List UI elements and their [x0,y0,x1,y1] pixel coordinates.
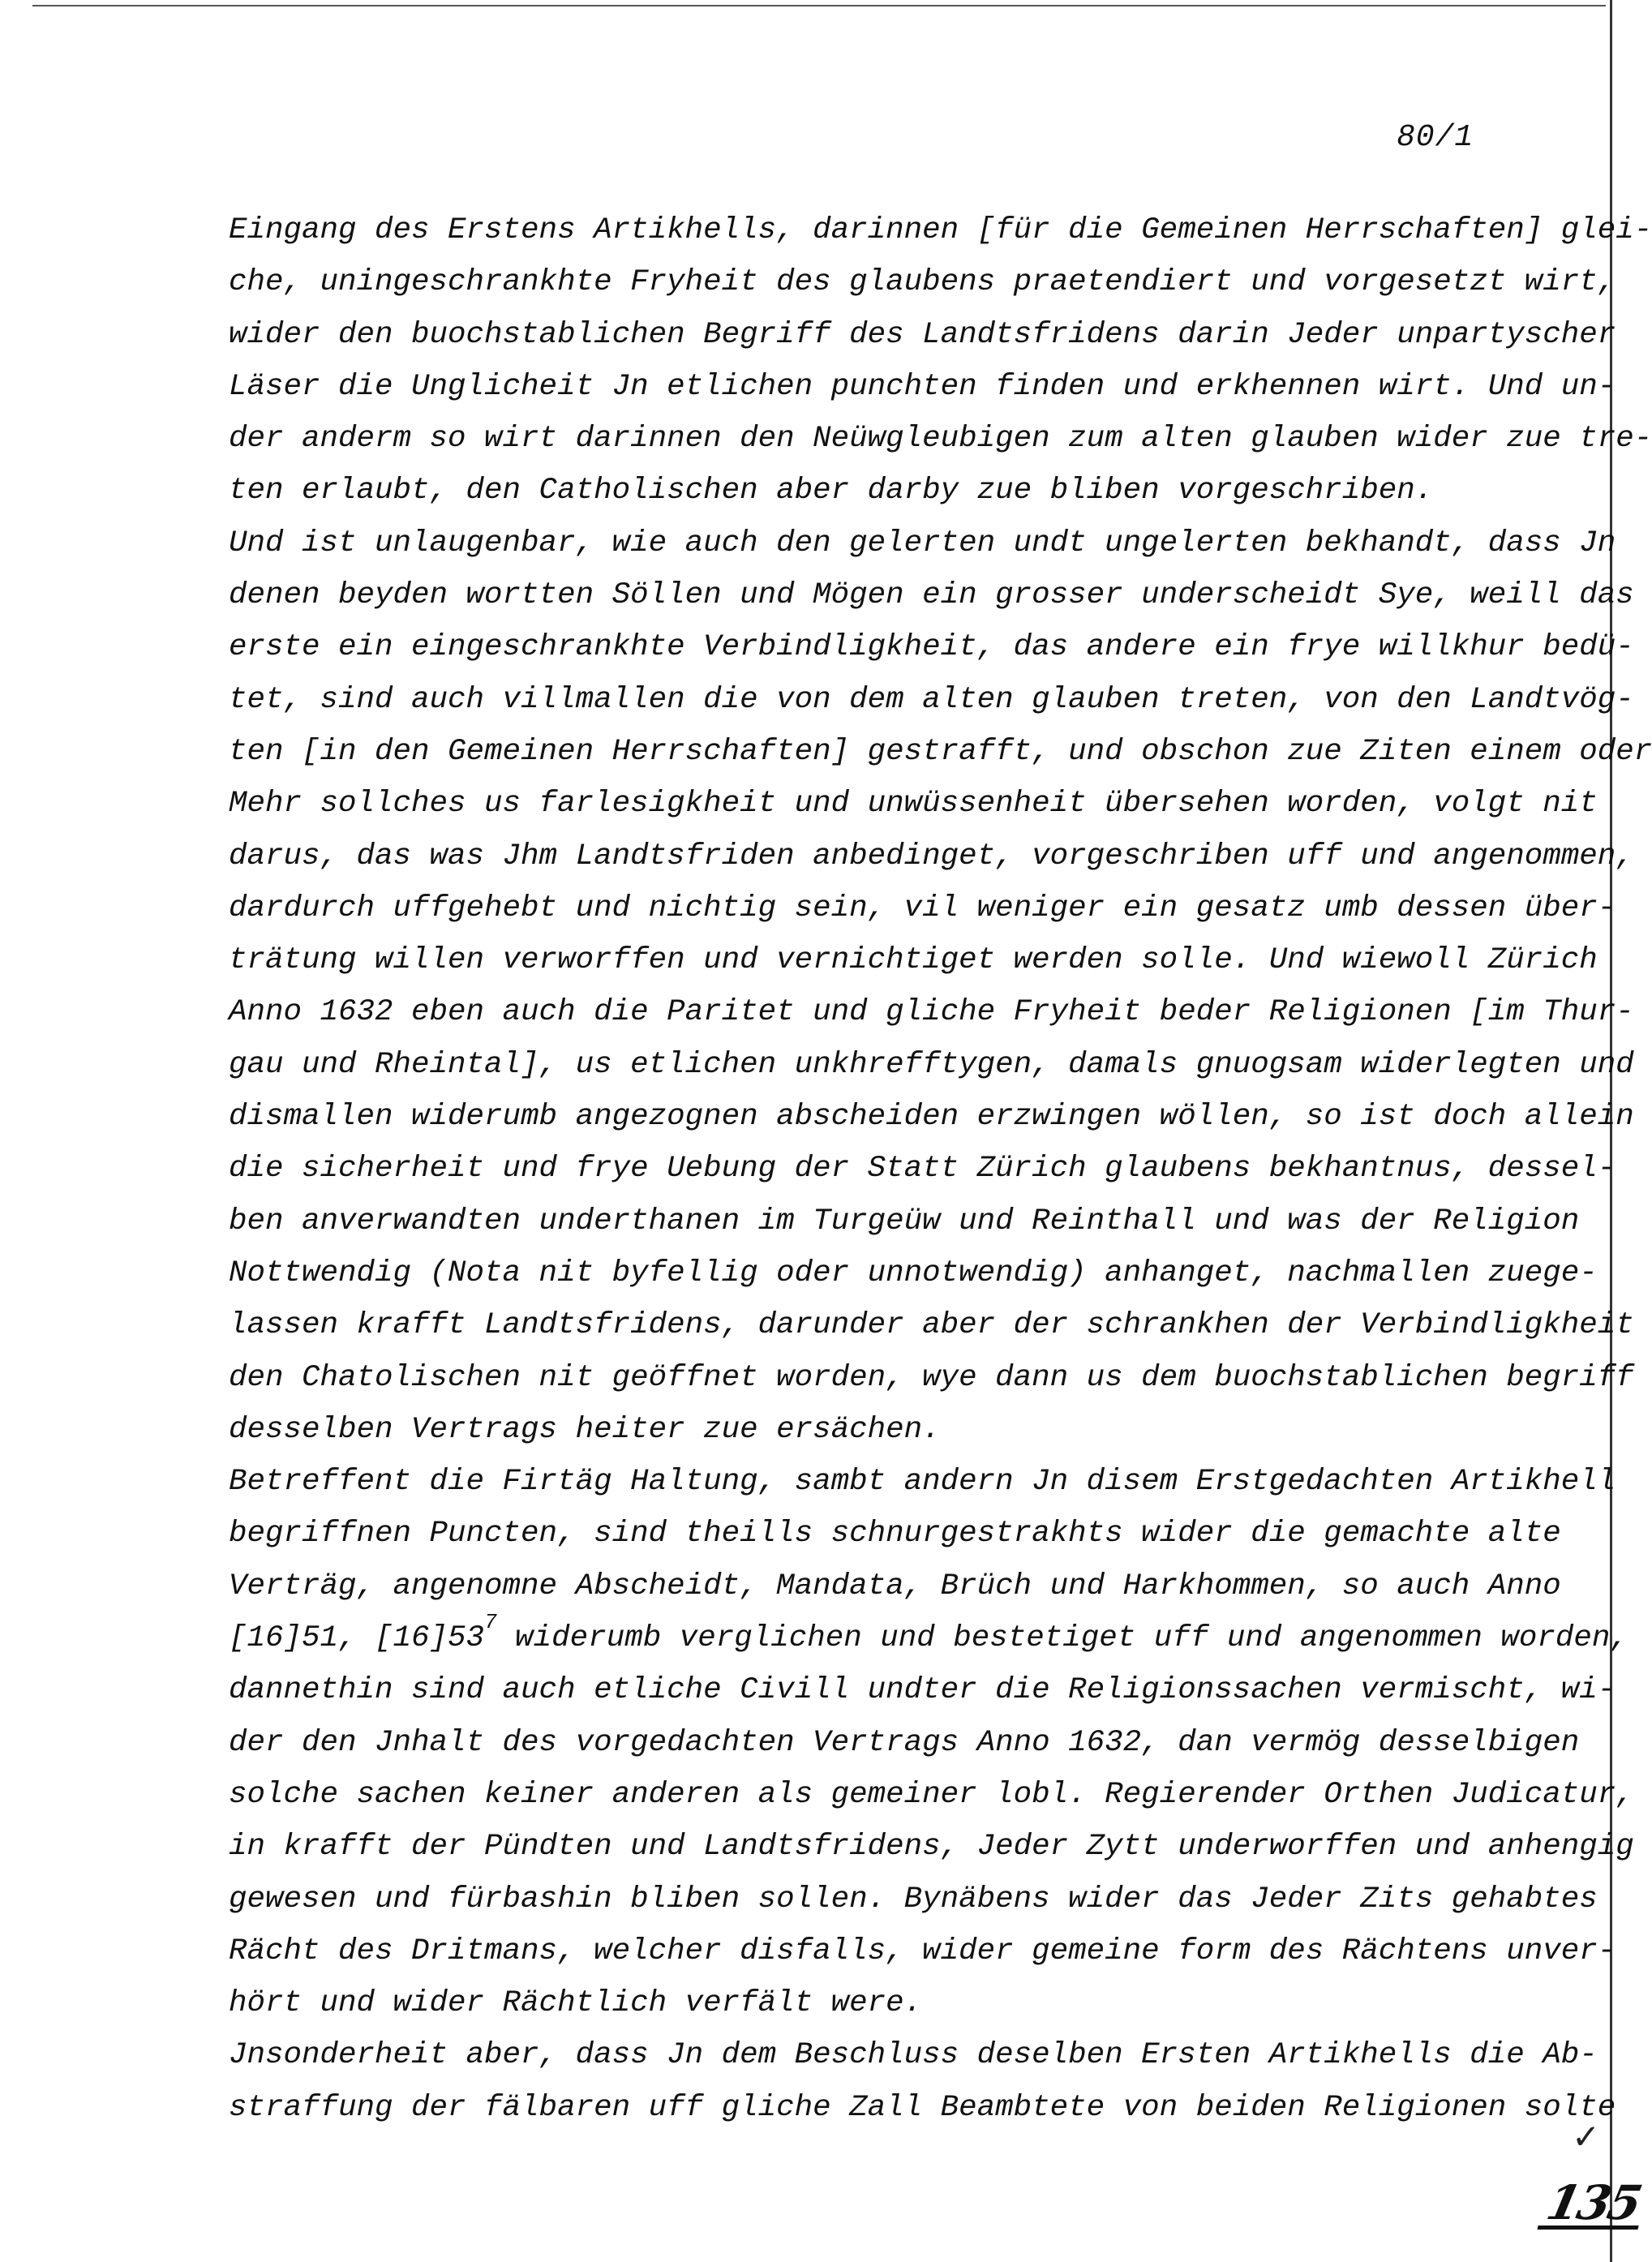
text-line: gewesen und fürbashin bliben sollen. Bynäbens wider das Jeder Zits gehabtes [229,1882,1598,1916]
text-line: tet, sind auch villmallen die von dem alten glauben treten, von den Landtvög- [229,682,1634,717]
text-line: gau und Rheintal], us etlichen unkhrefftygen, damals gnuogsam widerlegten und [229,1047,1634,1082]
text-line: Läser die Unglicheit Jn etlichen punchten finden und erkhennen wirt. Und un- [229,369,1616,404]
text-line: hört und wider Rächtlich verfält were. [229,1986,923,2021]
text-line: Eingang des Erstens Artikhells, darinnen [für die Gemeinen Herrschaften] glei- [229,213,1652,247]
text-line: trätung willen verworffen und vernichtiget werden solle. Und wiewoll Zürich [229,943,1598,978]
footnote-marker: 7 [484,1610,497,1635]
text-line: solche sachen keiner anderen als gemeiner lobl. Regierender Orthen Judicatur, [229,1777,1634,1812]
top-edge-rule [32,5,1606,6]
text-line: ten [in den Gemeinen Herrschaften] gestrafft, und obschon zue Ziten einem oder [229,734,1652,769]
text-line: dardurch uffgehebt und nichtig sein, vil weniger ein gesatz umb dessen über- [229,891,1616,925]
text-line: Rächt des Dritmans, welcher disfalls, wider gemeine form des Rächtens unver- [229,1934,1616,1968]
text-line: den Chatolischen nit geöffnet worden, wye dann us dem buochstablichen begriff [229,1360,1634,1395]
text-line: desselben Vertrags heiter zue ersächen. [229,1412,941,1447]
text-line: ten erlaubt, den Catholischen aber darby zue bliben vorgeschriben. [229,474,1434,509]
text-line: Anno 1632 eben auch die Paritet und gliche Fryheit beder Religionen [im Thur- [229,995,1634,1030]
text-line: der den Jnhalt des vorgedachten Vertrags Anno 1632, dan vermög desselbigen [229,1725,1580,1760]
text-line-with-footnote [229,1610,1628,1664]
transcription-text [229,204,1652,2134]
text-line: Verträg, angenomne Abscheidt, Mandata, Brüch und Harkhommen, so auch Anno [229,1569,1561,1603]
text-line: lassen krafft Landtsfridens, darunder aber der schrankhen der Verbindligkheit [229,1308,1634,1343]
text-line: dannethin sind auch etliche Civill undter die Religionssachen vermischt, wi- [229,1673,1616,1708]
text-line: darus, das was Jhm Landtsfriden anbedinget, vorgeschriben uff und angenommen, [229,839,1634,873]
text-line: denen beyden wortten Söllen und Mögen ein grosser underscheidt Sye, weill das [229,578,1634,613]
text-line: dismallen widerumb angezognen abscheiden erzwingen wöllen, so ist doch allein [229,1100,1634,1135]
page-number: 80/1 [1397,120,1474,155]
text-line: wider den buochstablichen Begriff des Landtsfridens darin Jeder unpartyscher [229,317,1616,352]
text-line: Und ist unlaugenbar, wie auch den gelerten undt ungelerten bekhandt, dass Jn [229,526,1616,560]
text-line: ben anverwandten underthanen im Turgeüw und Reinthall und was der Religion [229,1204,1580,1238]
text-line: Nottwendig (Nota nit byfellig oder unnotwendig) anhanget, nachmallen zuege- [229,1255,1598,1290]
text-line: erste ein eingeschrankhte Verbindligkheit, das andere ein frye willkhur bedü- [229,630,1634,665]
text-line: straffung der fälbaren uff gliche Zall Beambtete von beiden Religionen solte [229,2090,1616,2125]
folio-stamp: 135 [1538,2180,1649,2230]
text-line: Mehr sollches us farlesigkheit und unwüssenheit übersehen worden, volgt nit [229,787,1598,822]
text-line: begriffnen Puncten, sind theills schnurgestrakhts wider die gemachte alte [229,1517,1561,1552]
text-line: Betreffent die Firtäg Haltung, sambt andern Jn disem Erstgedachten Artikhell [229,1465,1616,1500]
text-line: der anderm so wirt darinnen den Neüwgleubigen zum alten glauben wider zue tre- [229,422,1652,457]
text-line: che, uningeschrankhte Fryheit des glaubens praetendiert und vorgesetzt wirt, [229,265,1616,300]
text-line: Jnsonderheit aber, dass Jn dem Beschluss deselben Ersten Artikhells die Ab- [229,2038,1598,2073]
line-head: [16]51, [16]53 [229,1621,485,1656]
checkmark-icon: ✓ [1572,2117,1601,2157]
line-tail: widerumb verglichen und bestetiget uff und angenommen worden, [496,1621,1628,1656]
text-line: in krafft der Pündten und Landtsfridens, Jeder Zytt underworffen und anhengig [229,1830,1634,1865]
text-line: die sicherheit und frye Uebung der Statt Zürich glaubens bekhantnus, dessel- [229,1152,1616,1187]
